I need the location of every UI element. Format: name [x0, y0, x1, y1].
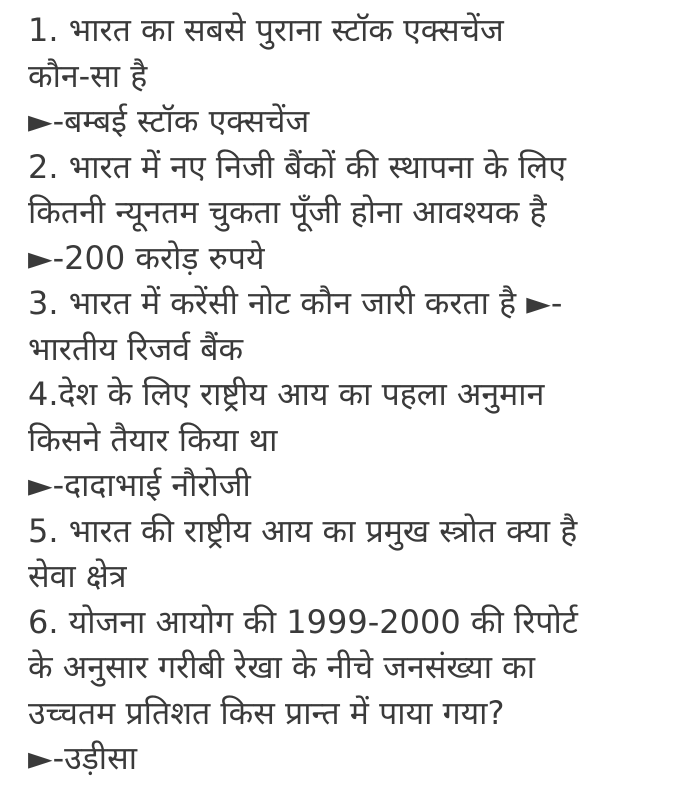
question-4-line-1: 4.देश के लिए राष्ट्रीय आय का पहला अनुमान	[28, 375, 545, 413]
question-2-line-1: 2. भारत में नए निजी बैंकों की स्थापना के लिए	[28, 147, 566, 186]
question-2-line-2: कितनी न्यूनतम चुकता पूँजी होना आवश्यक है	[28, 193, 547, 231]
question-1-line-1: 1. भारत का सबसे पुराना स्टॉक एक्सचेंज	[28, 11, 504, 49]
question-3-line-1: 3. भारत में करेंसी नोट कौन जारी करता है ►-	[28, 284, 563, 322]
question-6-line-2: के अनुसार गरीबी रेखा के नीचे जनसंख्या का	[28, 648, 536, 686]
question-1-line-2: कौन-सा है	[28, 56, 148, 95]
answer-4: ►-दादाभाई नौरोजी	[28, 466, 251, 504]
answer-3: भारतीय रिजर्व बैंक	[28, 329, 244, 368]
question-6-line-1: 6. योजना आयोग की 1999-2000 की रिपोर्ट	[28, 602, 578, 641]
question-5-line-1: 5. भारत की राष्ट्रीय आय का प्रमुख स्त्रोत क्या है	[28, 511, 578, 550]
answer-5: सेवा क्षेत्र	[28, 557, 127, 595]
answer-6: ►-उड़ीसा	[28, 739, 138, 777]
question-4-line-2: किसने तैयार किया था	[28, 420, 278, 459]
answer-1: ►-बम्बई स्टॉक एक्सचेंज	[28, 102, 310, 140]
question-6-line-3: उच्चतम प्रतिशत किस प्रान्त में पाया गया?	[28, 693, 505, 732]
answer-2: ►-200 करोड़ रुपये	[28, 238, 265, 277]
